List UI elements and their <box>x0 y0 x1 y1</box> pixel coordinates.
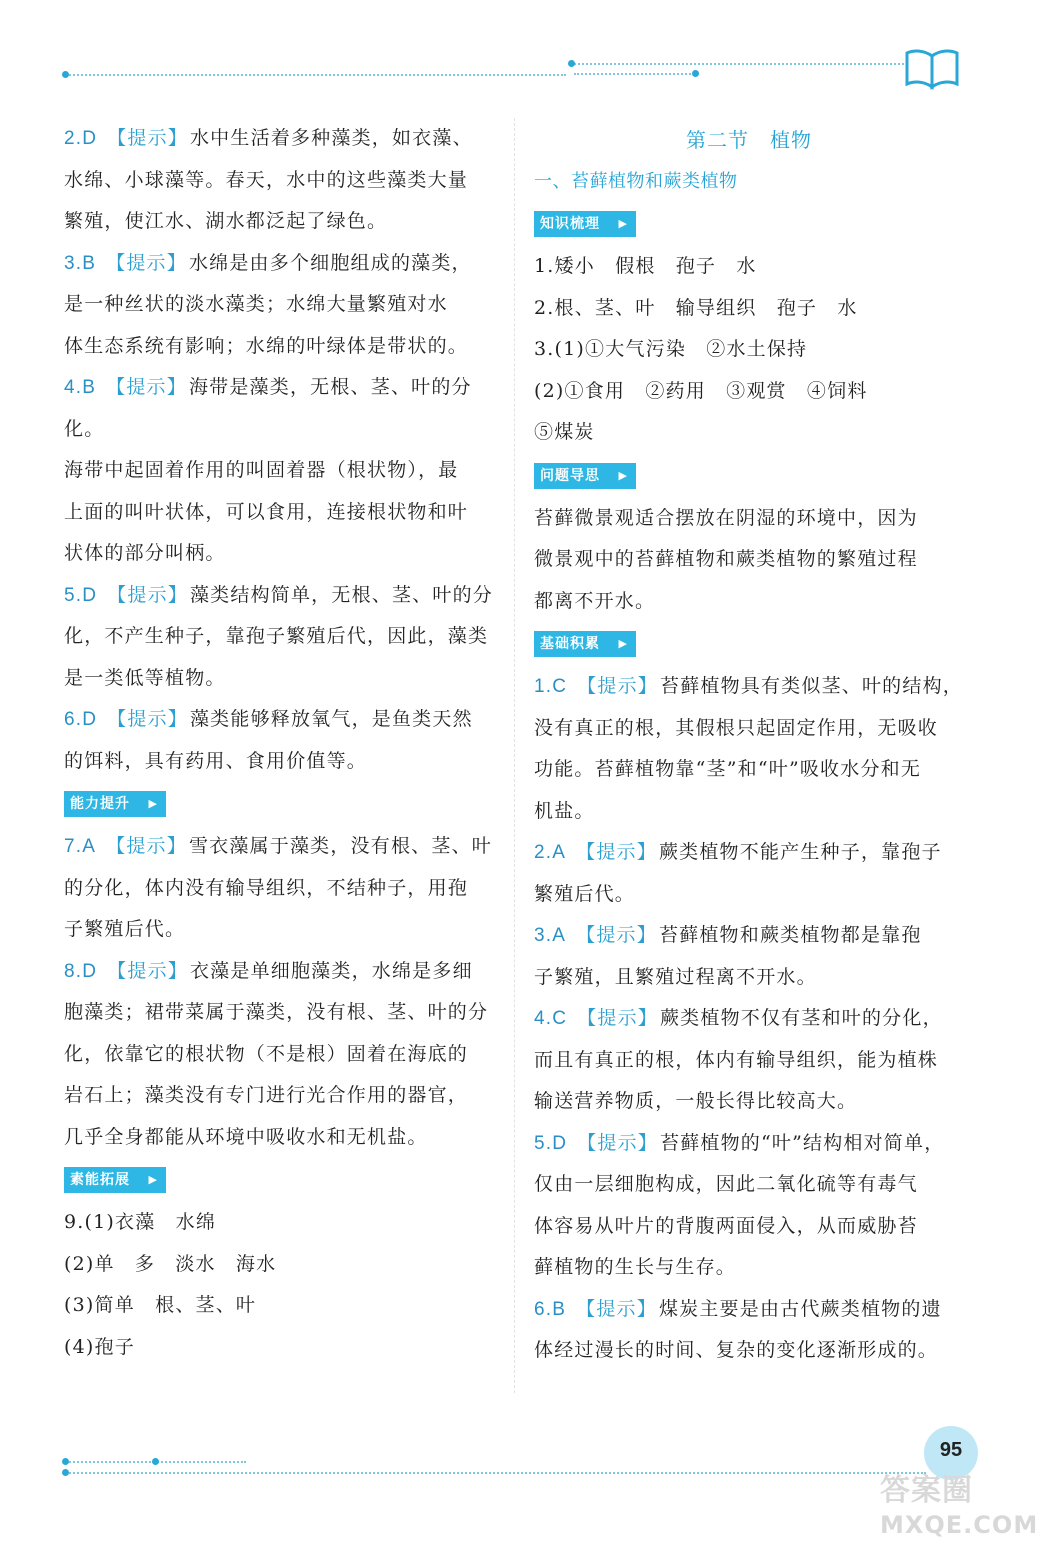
answer-line: 岩石上；藻类没有专门进行光合作用的器官， <box>64 1084 469 1106</box>
hint-label: 【提示】 <box>577 1132 658 1154</box>
answer-line: 体容易从叶片的背腹两面侵入，从而威胁苔 <box>534 1214 918 1237</box>
answer-text: 雪衣藻属于藻类，没有根、茎、叶 <box>188 835 492 857</box>
banner-question <box>534 463 636 489</box>
header-dot <box>62 71 69 78</box>
answer-line: 输送营养物质，一般长得比较高大。 <box>534 1090 858 1112</box>
answer-line <box>534 832 964 874</box>
banner-ability <box>64 791 166 817</box>
question-line: 苔藓微景观适合摆放在阴湿的环境中，因为 <box>534 506 918 529</box>
question-line: 微景观中的苔藓植物和蕨类植物的繁殖过程 <box>534 548 918 570</box>
answer-number: 4.C <box>534 1008 568 1029</box>
answer-line <box>64 699 494 741</box>
hint-label: 【提示】 <box>107 584 188 606</box>
hint-label: 【提示】 <box>577 676 658 697</box>
banner-label: 问题导思 <box>540 467 600 484</box>
answer-line <box>534 1123 964 1165</box>
answer-line: 没有真正的根，其假根只起固定作用，无吸收 <box>534 716 939 739</box>
column-divider <box>514 118 515 1393</box>
header-dotted-line-right <box>574 63 904 65</box>
answer-text: 藻类结构简单，无根、茎、叶的分 <box>189 583 493 606</box>
answer-line: 机盐。 <box>534 799 595 822</box>
sub-title: 一、苔藓植物和蕨类植物 <box>534 171 738 192</box>
answer-line: 是一类低等植物。 <box>64 666 226 689</box>
right-column <box>534 118 964 1372</box>
answer-text: 蕨类植物不能产生种子，靠孢子 <box>658 841 942 863</box>
answer-line <box>64 367 494 450</box>
answer-line: 功能。苔藓植物靠“茎”和“叶”吸收水分和无 <box>534 758 922 780</box>
answer-text: 苔藓植物具有类似茎、叶的结构， <box>659 675 963 697</box>
answer-line: 几乎全身都能从环境中吸收水和无机盐。 <box>64 1125 428 1148</box>
answer-number: 3.B <box>64 252 97 274</box>
answer-line: 子繁殖，且繁殖过程离不开水。 <box>534 965 817 988</box>
answer-list <box>534 666 964 1372</box>
answer-line: 是一种丝状的淡水藻类；水绵大量繁殖对水 <box>64 293 448 315</box>
answer-number: 5.D <box>534 1132 568 1154</box>
left-column <box>64 118 494 1368</box>
page-number: 95 <box>924 1426 978 1480</box>
answer-line: 的饵料，具有药用、食用价值等。 <box>64 749 368 772</box>
answer-text: 藻类能够释放氧气，是鱼类天然 <box>189 708 473 730</box>
answer-text: 水绵是由多个细胞组成的藻类， <box>188 251 472 274</box>
hint-label: 【提示】 <box>577 1008 658 1029</box>
answer-number: 8.D <box>64 960 98 982</box>
answer-line <box>534 915 964 957</box>
answer-line: 海带中起固着作用的叫固着器（根状物），最 <box>64 459 459 481</box>
banner-extend <box>64 1167 166 1193</box>
answer-line: 子繁殖后代。 <box>64 918 186 940</box>
header-dotted-line-left <box>66 74 566 76</box>
answer-number: 4.B <box>64 377 97 398</box>
answer-line <box>534 666 964 708</box>
footer-dot <box>152 1458 159 1465</box>
answer-line: 藓植物的生长与生存。 <box>534 1256 737 1278</box>
answer-line: 繁殖，使江水、湖水都泛起了绿色。 <box>64 210 388 232</box>
watermark <box>880 1474 1038 1542</box>
answer-list <box>64 118 494 782</box>
answer-line: 化，不产生种子，靠孢子繁殖后代，因此，藻类 <box>64 625 489 647</box>
banner-label: 素能拓展 <box>70 1172 130 1188</box>
answer-line: (4)孢子 <box>64 1335 135 1358</box>
watermark-line: 答案圈 <box>880 1473 973 1508</box>
triangle-right-icon: ▶ <box>148 797 158 810</box>
answer-text: 水中生活着多种藻类，如衣藻、 <box>189 127 473 149</box>
banner-label: 基础积累 <box>540 636 600 652</box>
banner-label: 能力提升 <box>70 796 130 812</box>
hint-label: 【提示】 <box>576 925 657 946</box>
answer-number: 6.B <box>534 1298 567 1320</box>
knowledge-line: 2.根、茎、叶 输导组织 孢子 水 <box>534 296 858 319</box>
answer-line: 繁殖后代。 <box>534 882 636 905</box>
triangle-right-icon: ▶ <box>618 468 628 482</box>
answer-text: 蕨类植物不仅有茎和叶的分化， <box>659 1007 943 1029</box>
header-dotted-line-right-lower <box>574 73 698 75</box>
answer-line: 9.(1)衣藻 水绵 <box>64 1211 217 1233</box>
hint-label: 【提示】 <box>576 1298 657 1320</box>
answer-line <box>64 575 494 617</box>
answer-line: 体经过漫长的时间、复杂的变化逐渐形成的。 <box>534 1339 939 1361</box>
knowledge-line: ⑤煤炭 <box>534 421 595 443</box>
answer-number: 6.D <box>64 709 98 730</box>
section-title: 第二节 植物 <box>686 128 812 152</box>
hint-label: 【提示】 <box>106 836 187 857</box>
hint-label: 【提示】 <box>106 252 187 274</box>
answer-number: 5.D <box>64 584 98 606</box>
watermark-line: MXQE.COM <box>880 1511 1039 1539</box>
answer-text: 海带是藻类，无根、茎、叶的分化。 <box>64 376 472 440</box>
answer-line: 水绵、小球藻等。春天，水中的这些藻类大量 <box>64 168 469 191</box>
answer-text: 苔藓植物的“叶”结构相对简单， <box>659 1131 945 1154</box>
hint-label: 【提示】 <box>107 960 188 982</box>
answer-list <box>64 826 494 1158</box>
knowledge-line: (2)①食用 ②药用 ③观赏 ④饲料 <box>534 379 868 402</box>
answer-number: 7.A <box>64 836 97 857</box>
banner-label: 知识梳理 <box>540 216 600 232</box>
answer-line: 上面的叫叶状体，可以食用，连接根状物和叶 <box>64 500 469 523</box>
open-book-icon <box>904 46 960 90</box>
hint-label: 【提示】 <box>106 377 187 398</box>
header-dot <box>692 70 699 77</box>
answer-line: 而且有真正的根，体内有输导组织，能为植株 <box>534 1048 939 1071</box>
answer-line: (3)简单 根、茎、叶 <box>64 1294 257 1316</box>
footer-dotted-line <box>66 1472 926 1474</box>
knowledge-line: 3.(1)①大气污染 ②水土保持 <box>534 338 808 360</box>
answer-line: 仅由一层细胞构成，因此二氧化硫等有毒气 <box>534 1173 918 1195</box>
answer-line <box>64 118 494 160</box>
footer-dot <box>62 1458 69 1465</box>
answer-line: 胞藻类；裙带菜属于藻类，没有根、茎、叶的分 <box>64 1001 489 1023</box>
question-line: 都离不开水。 <box>534 589 656 612</box>
triangle-right-icon: ▶ <box>618 637 628 650</box>
knowledge-line: 1.矮小 假根 孢子 水 <box>534 255 757 277</box>
banner-knowledge <box>534 211 636 237</box>
answer-line <box>534 998 964 1040</box>
answer-line <box>64 951 494 993</box>
answer-line: (2)单 多 淡水 海水 <box>64 1252 277 1275</box>
answer-line <box>64 826 494 868</box>
banner-basic <box>534 631 636 657</box>
hint-label: 【提示】 <box>107 709 188 730</box>
triangle-right-icon: ▶ <box>148 1173 158 1186</box>
answer-number: 3.A <box>534 925 567 946</box>
answer-text: 衣藻是单细胞藻类，水绵是多细 <box>189 959 473 982</box>
answer-number: 2.D <box>64 128 98 149</box>
hint-label: 【提示】 <box>107 128 188 149</box>
answer-line: 的分化，体内没有输导组织，不结种子，用孢 <box>64 876 469 899</box>
answer-line: 化，依靠它的根状物（不是根）固着在海底的 <box>64 1042 469 1065</box>
answer-line: 体生态系统有影响；水绵的叶绿体是带状的。 <box>64 334 469 357</box>
answer-text: 煤炭主要是由古代蕨类植物的遗 <box>658 1297 942 1320</box>
header-dot <box>568 60 575 67</box>
answer-number: 1.C <box>534 676 568 697</box>
hint-label: 【提示】 <box>576 842 657 863</box>
answer-line: 状体的部分叫柄。 <box>64 542 226 564</box>
answer-line <box>64 243 494 285</box>
footer-dot <box>62 1469 69 1476</box>
triangle-right-icon: ▶ <box>618 217 628 230</box>
answer-line <box>534 1289 964 1331</box>
answer-text: 苔藓植物和蕨类植物都是靠孢 <box>658 924 922 946</box>
answer-number: 2.A <box>534 842 567 863</box>
